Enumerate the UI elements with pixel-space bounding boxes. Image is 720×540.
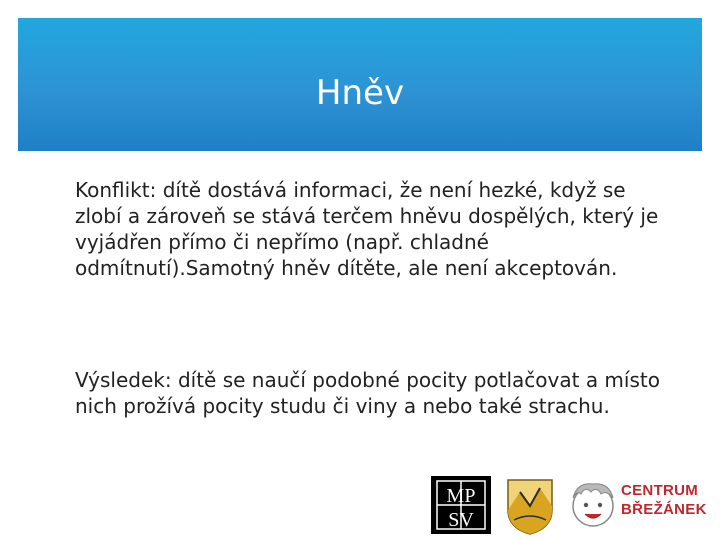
mpsv-logo: [431, 476, 491, 534]
child-face-icon: [563, 476, 623, 532]
mpsv-logo-bottom: SV: [448, 509, 474, 531]
slide-title: Hněv: [315, 73, 405, 113]
centrum-logo-line1: CENTRUM: [621, 482, 699, 499]
title-banner: [18, 18, 702, 151]
centrum-brezanek-logo: [621, 481, 707, 519]
paragraph-result: Výsledek: dítě se naučí podobné pocity potlačovat a místo nich prožívá pocity studu či viny a nebo také strachu.: [75, 368, 660, 418]
mpsv-logo-top: MP: [446, 485, 476, 507]
coat-of-arms-shield-icon: [506, 476, 554, 536]
centrum-logo-line2: BŘEŽÁNEK: [621, 501, 707, 518]
paragraph-conflict: Konflikt: dítě dostává informaci, že není hezké, když se zlobí a zároveň se stává terčem hněvu dospělých, který je vyjádřen přímo či nepřímo (např. chladné odmítnutí).Samotný hněv dítěte, ale není akceptován.: [75, 178, 659, 280]
